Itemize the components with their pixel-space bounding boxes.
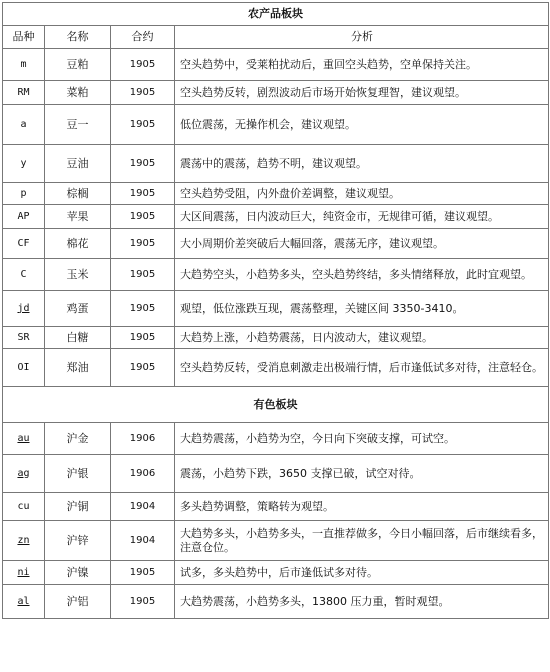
commodity-name: 沪锌: [45, 521, 111, 561]
header-contract: 合约: [111, 26, 175, 49]
analysis-text: 多头趋势调整，策略转为观望。: [175, 493, 549, 521]
commodity-code-text: au: [17, 432, 30, 444]
header-analysis: 分析: [175, 26, 549, 49]
table-row: [3, 205, 549, 229]
contract-month: 1905: [111, 145, 175, 183]
analysis-text: 空头趋势反转，受消息刺激走出极端行情，后市逢低试多对待，注意轻仓。: [175, 349, 549, 387]
futures-analysis-sheet: [2, 2, 548, 619]
contract-month: 1905: [111, 229, 175, 259]
analysis-table: [2, 2, 549, 619]
commodity-code: [3, 455, 45, 493]
commodity-name: 沪镍: [45, 561, 111, 585]
commodity-name: 沪铝: [45, 585, 111, 619]
commodity-code: OI: [3, 349, 45, 387]
commodity-name: 沪金: [45, 423, 111, 455]
contract-month: 1905: [111, 105, 175, 145]
header-row: [3, 26, 549, 49]
commodity-code-text: al: [17, 595, 30, 607]
table-row: [3, 291, 549, 327]
commodity-code: [3, 521, 45, 561]
commodity-code: SR: [3, 327, 45, 349]
section-title: 农产品板块: [3, 3, 549, 26]
analysis-text: 大小周期价差突破后大幅回落，震荡无序，建议观望。: [175, 229, 549, 259]
commodity-name: 玉米: [45, 259, 111, 291]
contract-month: 1905: [111, 291, 175, 327]
commodity-code: m: [3, 49, 45, 81]
commodity-code: cu: [3, 493, 45, 521]
table-row: [3, 259, 549, 291]
analysis-text: 大趋势震荡，小趋势为空，今日向下突破支撑，可试空。: [175, 423, 549, 455]
section-title-row: [3, 387, 549, 423]
commodity-name: 豆粕: [45, 49, 111, 81]
contract-month: 1905: [111, 585, 175, 619]
commodity-name: 沪铜: [45, 493, 111, 521]
commodity-name: 苹果: [45, 205, 111, 229]
table-row: [3, 423, 549, 455]
analysis-text: 观望，低位涨跌互现，震荡整理，关键区间 3350-3410。: [175, 291, 549, 327]
commodity-name: 豆油: [45, 145, 111, 183]
analysis-text: 大趋势空头，小趋势多头，空头趋势终结，多头情绪释放，此时宜观望。: [175, 259, 549, 291]
table-row: [3, 145, 549, 183]
table-row: [3, 81, 549, 105]
table-row: [3, 585, 549, 619]
commodity-name: 白糖: [45, 327, 111, 349]
contract-month: 1905: [111, 259, 175, 291]
analysis-text: 低位震荡，无操作机会，建议观望。: [175, 105, 549, 145]
section-title-row: [3, 3, 549, 26]
commodity-name: 鸡蛋: [45, 291, 111, 327]
contract-month: 1905: [111, 81, 175, 105]
table-row: [3, 105, 549, 145]
table-row: [3, 229, 549, 259]
commodity-code-text: zn: [17, 534, 30, 546]
analysis-text: 空头趋势中，受莱粕扰动后，重回空头趋势，空单保持关注。: [175, 49, 549, 81]
analysis-text: 震荡，小趋势下跌，3650 支撑已破，试空对待。: [175, 455, 549, 493]
contract-month: 1905: [111, 349, 175, 387]
analysis-text: 大趋势多头，小趋势多头，一直推荐做多，今日小幅回落，后市继续看多，注意仓位。: [175, 521, 549, 561]
table-row: [3, 327, 549, 349]
table-row: [3, 521, 549, 561]
commodity-name: 豆一: [45, 105, 111, 145]
contract-month: 1905: [111, 49, 175, 81]
analysis-text: 空头趋势受阻，内外盘价差调整，建议观望。: [175, 183, 549, 205]
contract-month: 1905: [111, 205, 175, 229]
contract-month: 1905: [111, 561, 175, 585]
commodity-code: p: [3, 183, 45, 205]
commodity-code: [3, 585, 45, 619]
commodity-name: 菜粕: [45, 81, 111, 105]
table-row: [3, 349, 549, 387]
contract-month: 1906: [111, 455, 175, 493]
commodity-name: 棕榈: [45, 183, 111, 205]
commodity-code: y: [3, 145, 45, 183]
commodity-code: RM: [3, 81, 45, 105]
table-row: [3, 183, 549, 205]
commodity-code: [3, 423, 45, 455]
analysis-text: 大趋势上涨，小趋势震荡，日内波动大，建议观望。: [175, 327, 549, 349]
commodity-code: AP: [3, 205, 45, 229]
analysis-text: 试多，多头趋势中，后市逢低试多对待。: [175, 561, 549, 585]
table-row: [3, 561, 549, 585]
analysis-text: 大趋势震荡，小趋势多头，13800 压力重，暂时观望。: [175, 585, 549, 619]
contract-month: 1906: [111, 423, 175, 455]
commodity-code: C: [3, 259, 45, 291]
commodity-code: [3, 291, 45, 327]
commodity-code: [3, 561, 45, 585]
header-code: 品种: [3, 26, 45, 49]
analysis-text: 大区间震荡，日内波动巨大，纯资金市，无规律可循，建议观望。: [175, 205, 549, 229]
commodity-code: CF: [3, 229, 45, 259]
contract-month: 1905: [111, 183, 175, 205]
commodity-name: 棉花: [45, 229, 111, 259]
table-row: [3, 455, 549, 493]
commodity-code-text: ni: [17, 566, 30, 578]
commodity-code: a: [3, 105, 45, 145]
table-row: [3, 49, 549, 81]
contract-month: 1904: [111, 521, 175, 561]
analysis-text: 震荡中的震荡，趋势不明，建议观望。: [175, 145, 549, 183]
table-row: [3, 493, 549, 521]
analysis-text: 空头趋势反转，剧烈波动后市场开始恢复理智，建议观望。: [175, 81, 549, 105]
commodity-name: 沪银: [45, 455, 111, 493]
header-name: 名称: [45, 26, 111, 49]
commodity-name: 郑油: [45, 349, 111, 387]
commodity-code-text: ag: [17, 467, 30, 479]
section-title: 有色板块: [3, 387, 549, 423]
commodity-code-text: jd: [17, 302, 30, 314]
contract-month: 1905: [111, 327, 175, 349]
contract-month: 1904: [111, 493, 175, 521]
